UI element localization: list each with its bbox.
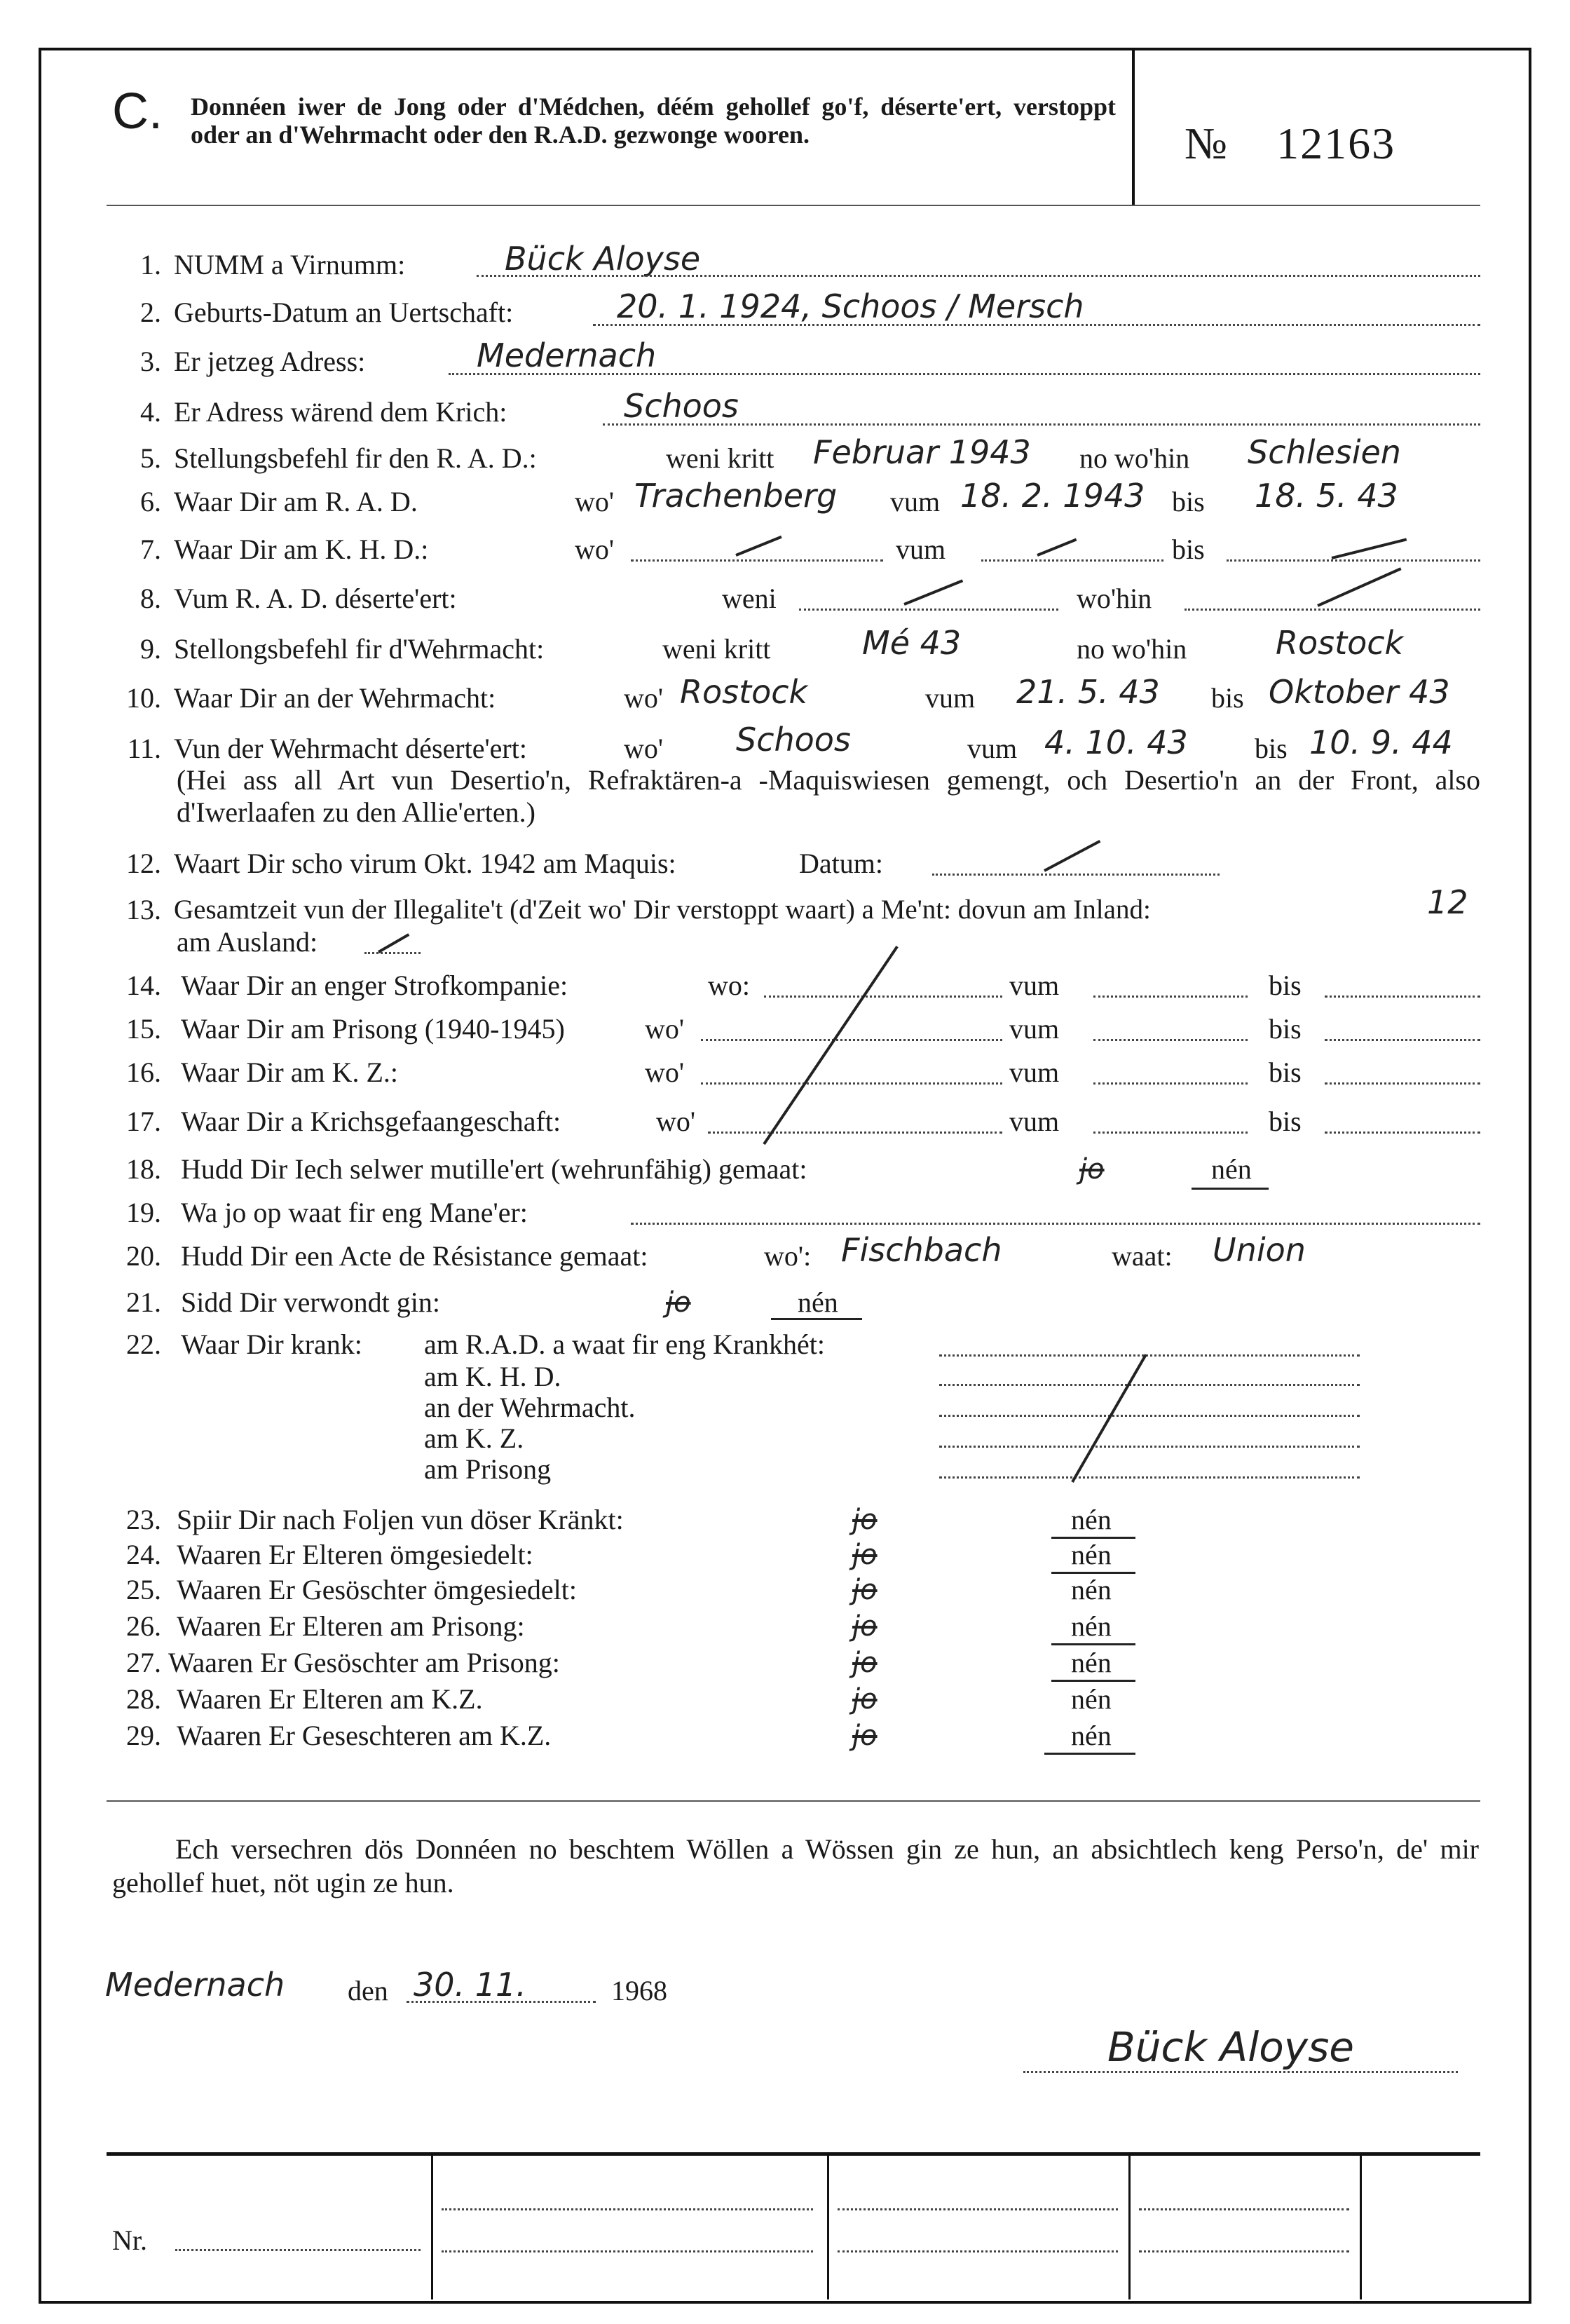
item-number: 20. [126,1240,161,1272]
sick-rad: am R.A.D. a waat fir eng Krankhét: [424,1329,826,1360]
footer-divider [1128,2156,1131,2299]
khd-wo-line [631,559,883,562]
wehrmacht-from[interactable]: 21. 5. 43 [1016,673,1160,711]
desert-note: (Hei ass all Art vun Desertio'n, Refraktären-a -Maquiswiesen gemengt, och Desertio'n an der Front, also d'Iwerlaafen zu den Allie'erten.) [177,764,1480,828]
siblings-prison-label: Waaren Er Gesöschter am Prisong: [168,1647,560,1678]
signing-date-line [407,2001,596,2003]
name-label: NUMM a Virnumm: [174,249,406,280]
pow-bis-line [1325,1132,1480,1134]
item-number: 18. [126,1153,161,1185]
footer-nr-line [175,2249,421,2251]
header-divider [1132,50,1135,205]
birth-label: Geburts-Datum an Uertschaft: [174,297,514,328]
selection-underline [1051,1643,1135,1645]
maquis-label: Waart Dir scho virum Okt. 1942 am Maquis: [174,848,676,879]
desert-label: Vun der Wehrmacht déserte'ert: [174,733,527,764]
name-value[interactable]: Bück Aloyse [505,240,701,278]
selection-underline [1192,1188,1269,1190]
sick-khd: am K. H. D. [424,1361,561,1392]
siblings-kz-label: Waaren Er Geseschteren am K.Z. [177,1720,552,1751]
footer-line [838,2208,1118,2210]
parents-resettled-nen[interactable]: nén [1071,1539,1112,1570]
strofkompanie-bis: bis [1269,970,1302,1001]
illegality-inland[interactable]: 12 [1427,883,1468,921]
item-number: 10. [126,682,161,714]
strofkompanie-label: Waar Dir an enger Strofkompanie: [181,970,568,1001]
resistance-wo: wo': [764,1240,812,1272]
rad-vum: vum [890,486,941,517]
strofkompanie-wo-line [764,995,1002,998]
wehrmacht-label: Waar Dir an der Wehrmacht: [174,682,496,714]
item-number: 15. [126,1013,161,1045]
wounded-label: Sidd Dir verwondt gin: [181,1286,440,1318]
item-number: 27. [126,1647,161,1678]
item-number: 14. [126,970,161,1001]
item-number: 9. [140,633,161,665]
birth-line [593,324,1480,326]
parents-resettled-label: Waaren Er Elteren ömgesiedelt: [177,1539,533,1570]
pow-label: Waar Dir a Krichsgefaangeschaft: [181,1106,561,1137]
selection-underline [1051,1680,1135,1682]
item-number: 24. [126,1539,161,1570]
manner-line [631,1223,1480,1225]
footer-line [1139,2250,1349,2252]
siblings-resettled-nen[interactable]: nén [1071,1574,1112,1605]
siblings-resettled-jo[interactable]: jo [852,1574,878,1606]
prisong-vum: vum [1009,1013,1060,1045]
wehrmacht-order-weni: weni kritt [662,633,771,665]
illegality-abroad-label: am Ausland: [177,926,318,958]
sick-wehrmacht: an der Wehrmacht. [424,1392,636,1423]
item-number: 8. [140,583,161,614]
section-letter: C. [112,83,163,140]
siblings-resettled-label: Waaren Er Gesöschter ömgesiedelt: [177,1574,577,1605]
rad-order-date[interactable]: Februar 1943 [813,433,1031,471]
wounded-jo[interactable]: jo [666,1286,691,1319]
sick-rad-line [939,1354,1360,1357]
footer-nr-label: Nr. [112,2224,147,2256]
item-number: 17. [126,1106,161,1137]
resistance-place[interactable]: Fischbach [841,1231,1002,1269]
wehrmacht-wo: wo' [624,682,664,714]
illegality-label: Gesamtzeit vun der Illegalite't (d'Zeit wo' Dir verstoppt waart) a Me'nt: dovun am Inland: [174,895,1151,925]
siblings-kz-jo[interactable]: jo [852,1720,878,1752]
sick-prisong: am Prisong [424,1453,552,1485]
prisong-vum-line [1093,1039,1248,1041]
rad-wo: wo' [575,486,615,517]
sick-khd-line [939,1384,1360,1386]
illegality-abroad-line [364,952,421,954]
rad-order-weni: weni kritt [666,442,774,474]
sick-kz-line [939,1446,1360,1448]
sick-prisong-line [939,1476,1360,1479]
wehrmacht-to[interactable]: Oktober 43 [1269,673,1450,711]
footer-divider [431,2156,433,2299]
item-number: 22. [126,1329,161,1360]
khd-vum: vum [896,534,946,565]
item-number: 28. [126,1683,161,1715]
item-number: 26. [126,1610,161,1642]
wehrmacht-order-place[interactable]: Rostock [1276,624,1404,662]
item-number: 5. [140,442,161,474]
pow-vum-line [1093,1132,1248,1134]
rad-from[interactable]: 18. 2. 1943 [960,477,1145,515]
consequences-jo[interactable]: jo [852,1504,878,1536]
sick-label: Waar Dir krank: [181,1329,362,1360]
footer-line [442,2208,813,2210]
khd-bis-line [1227,559,1480,562]
section-heading: Donnéen iwer de Jong oder d'Médchen, déém gehollef go'f, déserte'ert, verstoppt oder an d'Wehrmacht oder den R.A.D. gezwonge wooren. [191,93,1116,149]
consequences-nen[interactable]: nén [1071,1504,1112,1535]
footer-divider [827,2156,829,2299]
prisong-wo-line [701,1039,1002,1041]
parents-kz-nen[interactable]: nén [1071,1683,1112,1715]
siblings-prison-jo[interactable]: jo [852,1647,878,1679]
kz-bis: bis [1269,1056,1302,1088]
item-number: 25. [126,1574,161,1605]
desert-bis: bis [1255,733,1288,764]
pow-wo: wo' [656,1106,696,1137]
strofkompanie-wo: wo: [708,970,750,1001]
kz-label: Waar Dir am K. Z.: [181,1056,398,1088]
address-label: Er jetzeg Adress: [174,346,366,377]
siblings-prison-nen[interactable]: nén [1071,1647,1112,1678]
mutilation-nen[interactable]: nén [1211,1153,1252,1185]
resistance-org[interactable]: Union [1213,1231,1306,1269]
item-number: 23. [126,1504,161,1535]
selection-underline [771,1318,862,1320]
item-number: 6. [140,486,161,517]
number-sign: № [1185,118,1229,168]
resistance-label: Hudd Dir een Acte de Résistance gemaat: [181,1240,648,1272]
header-rule [107,205,1480,206]
parents-prison-nen[interactable]: nén [1071,1610,1112,1642]
strofkompanie-vum: vum [1009,970,1060,1001]
desert-vum: vum [967,733,1018,764]
address-value[interactable]: Medernach [477,337,657,374]
rad-desert-weni: weni [722,583,777,614]
prisong-label: Waar Dir am Prisong (1940-1945) [181,1013,565,1045]
form-number [1185,118,1395,170]
declaration-text: Ech versechren dös Donnéen no beschtem Wöllen a Wössen gin ze hun, an absichtlech keng Perso'n, de' mir gehollef huet, nöt ugin ze hun. [112,1833,1479,1898]
signature-line [1023,2071,1458,2073]
rad-to[interactable]: 18. 5. 43 [1255,477,1398,515]
prisong-wo: wo' [645,1013,685,1045]
war-address-label: Er Adress wärend dem Krich: [174,396,507,428]
khd-wo: wo' [575,534,615,565]
signature[interactable]: Bück Aloyse [1107,2023,1354,2071]
footer-line [1139,2208,1349,2210]
item-number: 3. [140,346,161,377]
maquis-date-line [932,874,1220,876]
pow-wo-line [708,1132,1002,1134]
sick-kz: am K. Z. [424,1422,524,1454]
rad-desert-wohin-line [1185,609,1480,611]
item-number: 7. [140,534,161,565]
rad-place[interactable]: Trachenberg [634,477,838,515]
mutilation-label: Hudd Dir Iech selwer mutille'ert (wehrunfähig) gemaat: [181,1153,807,1185]
birth-value[interactable]: 20. 1. 1924, Schoos / Mersch [617,287,1084,325]
item-number: 13. [126,894,161,925]
rad-desert-wohin: wo'hin [1077,583,1152,614]
consequences-label: Spiir Dir nach Foljen vun döser Kränkt: [177,1504,624,1535]
item-number: 1. [140,249,161,280]
prisong-bis-line [1325,1039,1480,1041]
rad-order-wohin: no wo'hin [1079,442,1190,474]
wounded-nen[interactable]: nén [798,1286,838,1318]
signing-day-month[interactable]: 30. 11. [414,1966,526,2004]
rad-label: Waar Dir am R. A. D. [174,486,418,517]
parents-kz-jo[interactable]: jo [852,1683,878,1715]
rad-desert-weni-line [799,609,1058,611]
desert-to[interactable]: 10. 9. 44 [1309,723,1453,761]
item-number: 29. [126,1720,161,1751]
desert-from[interactable]: 4. 10. 43 [1044,723,1188,761]
footer-divider [1360,2156,1362,2299]
pow-vum: vum [1009,1106,1060,1137]
rad-desert-label: Vum R. A. D. déserte'ert: [174,583,457,614]
wehrmacht-order-wohin: no wo'hin [1077,633,1187,665]
sick-wehrmacht-line [939,1415,1360,1417]
khd-label: Waar Dir am K. H. D.: [174,534,429,565]
item-number: 2. [140,297,161,328]
prisong-bis: bis [1269,1013,1302,1045]
kz-bis-line [1325,1082,1480,1085]
desert-wo: wo' [624,733,664,764]
item-number: 16. [126,1056,161,1088]
item-number: 21. [126,1286,161,1318]
rad-bis: bis [1172,486,1205,517]
parents-prison-label: Waaren Er Elteren am Prisong: [177,1610,525,1642]
footer-rule [107,2152,1480,2156]
khd-vum-line [981,559,1163,562]
section-rule [107,1800,1480,1802]
khd-bis: bis [1172,534,1205,565]
footer-line [838,2250,1118,2252]
signing-den: den [348,1975,388,2006]
parents-kz-label: Waaren Er Elteren am K.Z. [177,1683,483,1715]
kz-vum-line [1093,1082,1248,1085]
rad-order-place[interactable]: Schlesien [1248,433,1401,471]
address-line [449,373,1480,375]
signing-year: 1968 [611,1975,667,2006]
kz-wo: wo' [645,1056,685,1088]
wehrmacht-order-label: Stellongsbefehl fir d'Wehrmacht: [174,633,545,665]
resistance-waat: waat: [1112,1240,1173,1272]
selection-underline [1044,1753,1135,1755]
war-address-value[interactable]: Schoos [624,387,739,425]
signing-place[interactable]: Medernach [105,1966,285,2004]
item-number: 19. [126,1197,161,1228]
item-number: 4. [140,396,161,428]
pow-bis: bis [1269,1106,1302,1137]
footer-line [442,2250,813,2252]
siblings-kz-nen[interactable]: nén [1071,1720,1112,1751]
manner-label: Wa jo op waat fir eng Mane'er: [181,1197,528,1228]
wehrmacht-order-date[interactable]: Mé 43 [862,624,962,662]
wehrmacht-place[interactable]: Rostock [680,673,808,711]
strofkompanie-vum-line [1093,995,1248,998]
war-address-line [603,423,1480,426]
maquis-datum: Datum: [799,848,883,879]
item-number: 11. [127,733,161,764]
mutilation-jo[interactable]: jo [1079,1153,1105,1185]
parents-prison-jo[interactable]: jo [852,1610,878,1643]
wehrmacht-bis: bis [1211,682,1244,714]
parents-resettled-jo[interactable]: jo [852,1539,878,1571]
number-value: 12163 [1276,118,1396,168]
wehrmacht-vum: vum [925,682,976,714]
rad-order-label: Stellungsbefehl fir den R. A. D.: [174,442,537,474]
item-number: 12. [126,848,161,879]
name-line [477,275,1480,277]
kz-vum: vum [1009,1056,1060,1088]
desert-place[interactable]: Schoos [736,721,851,759]
strofkompanie-bis-line [1325,995,1480,998]
kz-wo-line [701,1082,1002,1085]
